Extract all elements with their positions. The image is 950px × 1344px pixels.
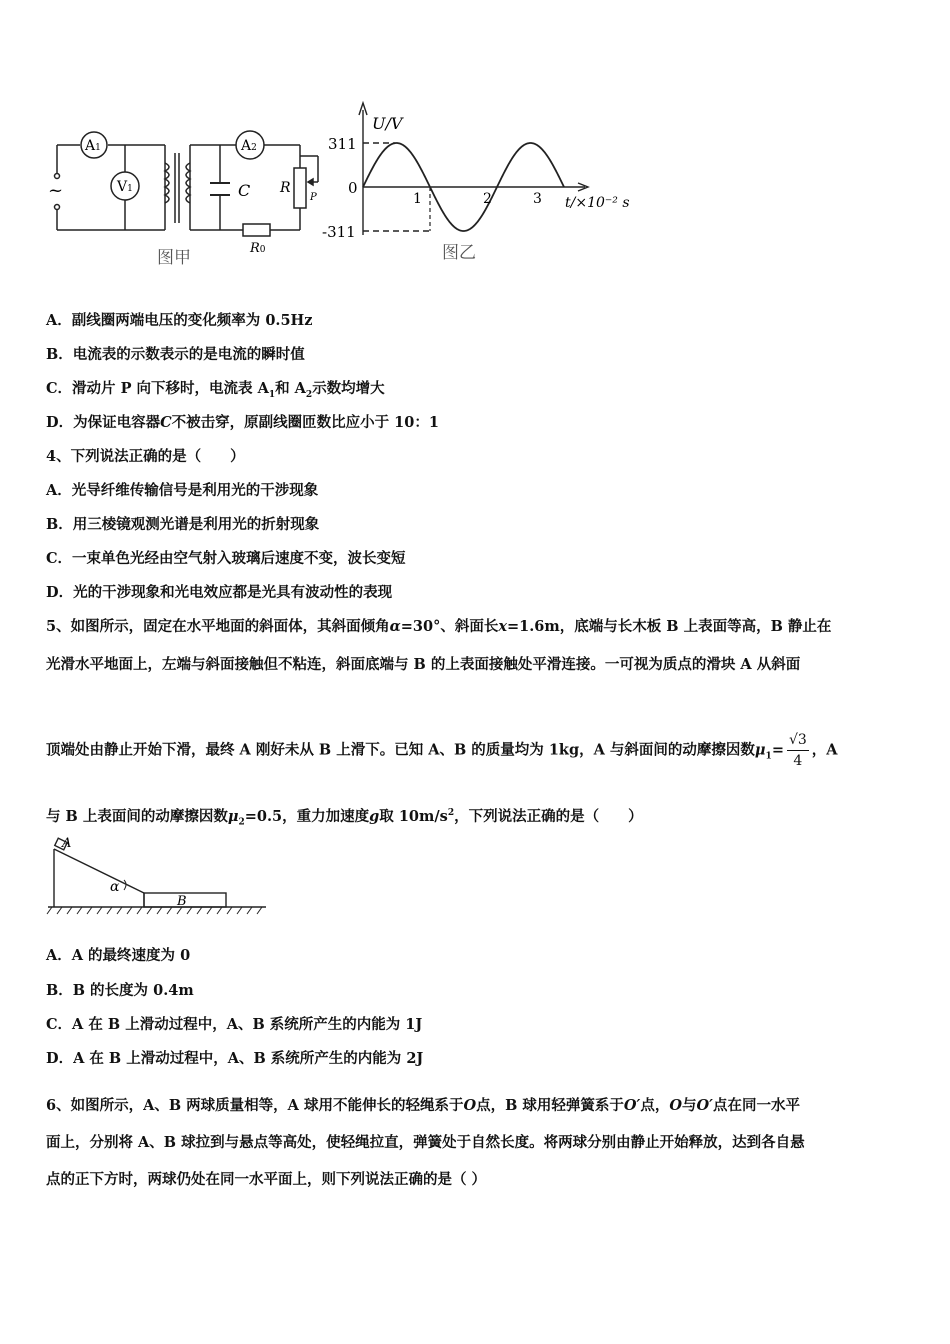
q4-option-d: D．光的干涉现象和光电效应都是光具有波动性的表现 [46,584,393,601]
capacitor-label: C [238,181,251,200]
ammeter2-sub: 2 [251,143,257,153]
wave-ytick-bottom: -311 [322,223,356,241]
q4-option-a: A．光导纤维传输信号是利用光的干涉现象 [46,482,319,499]
q5-option-d: D．A 在 B 上滑动过程中，A、B 系统所产生的内能为 2J [46,1050,424,1067]
incline-angle: α [110,879,120,895]
svg-text:A1 [84,138,101,154]
r0-sub: 0 [259,245,266,255]
wave-ytick-zero: 0 [348,179,358,197]
q5-stem-line2: 光滑水平地面上，左端与斜面接触但不粘连，斜面底端与 B 的上表面接触处平滑连接。一可视为质点的滑块 A 从斜面 [46,656,801,673]
incline-diagram [44,835,274,917]
svg-text:R0 [249,241,266,256]
incline-board-b: B [177,894,187,909]
q3-option-a: A．副线圈两端电压的变化频率为 0.5Hz [46,312,313,329]
mu1-fraction: $\frac{√3}{4}$ [788,732,807,769]
r0-label: R [250,241,260,256]
svg-text:A2 [240,138,257,154]
wave-ylabel: U/V [372,114,403,133]
q5-option-c: C．A 在 B 上滑动过程中，A、B 系统所产生的内能为 1J [46,1016,423,1033]
wave-xtick-3: 3 [533,191,542,207]
ammeter2-label: A [241,138,252,154]
ac-source-symbol: ~ [48,180,64,201]
q5-option-a: A．A 的最终速度为 0 [46,947,191,964]
ammeter1-label: A [85,138,96,154]
wave-caption: 图乙 [442,243,476,263]
incline-block-a: A [62,836,72,851]
q6-stem-line3: 点的正下方时，两球仍处在同一水平面上，则下列说法正确的是（ ） [46,1171,487,1188]
q6-stem-line1: 6、如图所示，A、B 两球质量相等，A 球用不能伸长的轻绳系于O点，B 球用轻弹簧系于O′点，O与O′点在同一水平 [46,1097,800,1114]
q4-option-c: C．一束单色光经由空气射入玻璃后速度不变，波长变短 [46,550,406,567]
q3-option-c: C．滑动片 P 向下移时，电流表 $A_1$和 $A_2$示数均增大 [46,380,385,400]
q6-stem-line2: 面上，分别将 A、B 球拉到与悬点等高处，使轻绳拉直，弹簧处于自然长度。将两球分别由静止开始释放，达到各自悬 [46,1134,805,1151]
wave-xtick-1: 1 [413,191,422,207]
wave-xlabel: t/×10⁻² s [565,195,630,211]
q3-option-d: D．为保证电容器C不被击穿，原副线圈匝数比应小于 10：1 [46,414,439,431]
q4-option-b: B．用三棱镜观测光谱是利用光的折射现象 [46,516,320,533]
wave-ytick-top: 311 [328,135,357,153]
q5-stem-line1: 5、如图所示，固定在水平地面的斜面体，其斜面倾角α=30°、斜面长x=1.6m，底端与长木板 B 上表面等高，B 静止在 [46,618,832,635]
q5-stem-line3: 顶端处由静止开始下滑，最终 A 刚好未从 B 上滑下。已知 A、B 的质量均为 1kg，A 与斜面间的动摩擦因数$\mu_1=$ $\frac{√3}{4}$ ，A [46,732,838,769]
wave-xtick-2: 2 [483,191,492,207]
voltmeter1-label: V [117,179,128,195]
voltmeter1-sub: 1 [127,184,133,194]
slider-label: P [310,192,317,203]
q5-option-b: B．B 的长度为 0.4m [46,982,194,999]
q3-option-b: B．电流表的示数表示的是电流的瞬时值 [46,346,305,363]
svg-text:V1 [116,179,133,195]
q5-stem-line4: 与 B 上表面间的动摩擦因数$\mu_2=0.5$，重力加速度g取 $10m/s^2$，下列说法正确的是（ ） [46,807,643,828]
circuit-diagram [40,118,340,278]
q4-stem: 4、下列说法正确的是（ ） [46,448,245,465]
ammeter1-sub: 1 [95,143,101,153]
circuit-caption: 图甲 [157,248,191,268]
waveform-diagram [320,95,640,275]
rheostat-label: R [280,180,291,196]
